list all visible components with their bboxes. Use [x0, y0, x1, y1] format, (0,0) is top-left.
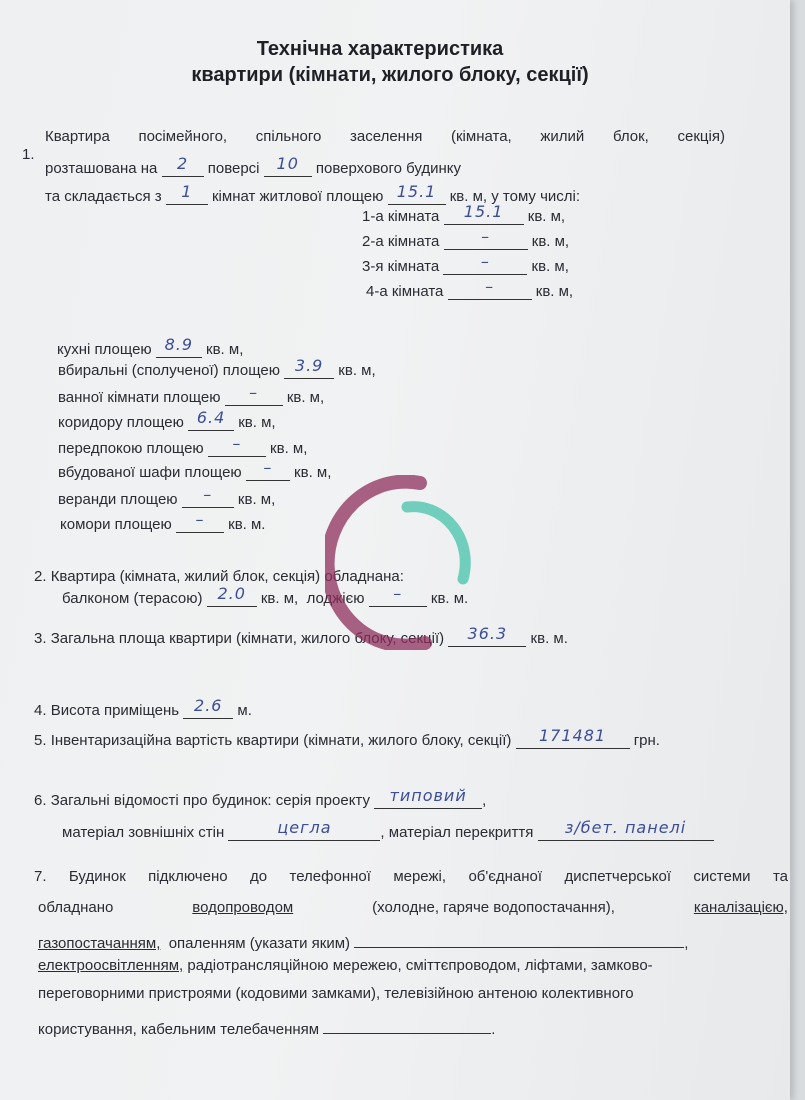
area-field — [284, 356, 334, 379]
area-value: 3.9 — [294, 356, 324, 375]
room-label: 2-а кімната — [362, 233, 440, 250]
section-3-number: 3. — [34, 630, 47, 647]
loggia-value: – — [393, 584, 403, 603]
section-7-line4 — [38, 957, 653, 974]
word: секція) — [677, 128, 725, 145]
area-label: передпокою площею — [58, 440, 204, 457]
section-4 — [34, 696, 252, 719]
word: телефонної — [289, 868, 371, 885]
unit: кв. м, — [238, 414, 276, 431]
area-label: коридору площею — [58, 414, 184, 431]
room-value: 15.1 — [463, 202, 504, 221]
room-field — [448, 277, 532, 300]
word: посімейного, — [138, 128, 228, 145]
area-label: комори площею — [60, 516, 172, 533]
room-row-1 — [362, 202, 566, 225]
area-field — [156, 335, 202, 358]
area-field — [176, 510, 224, 533]
word: підключено — [148, 868, 228, 885]
area-row-kitchen — [57, 335, 244, 358]
section-6-number: 6. — [34, 792, 47, 809]
label: матеріал зовнішніх стін — [62, 824, 225, 841]
area-field — [225, 383, 283, 406]
word: (кімната, — [451, 128, 512, 145]
word: Квартира — [45, 128, 110, 145]
area-label: вбудованої шафи площею — [58, 464, 242, 481]
radio-network: радіотрансляційною мережею, — [187, 957, 402, 974]
unit: кв. м, — [535, 283, 574, 300]
cable-tv-field — [323, 1015, 491, 1034]
word: об'єднаної — [468, 868, 543, 885]
section-1-number: 1. — [22, 146, 35, 163]
unit: кв. м. — [228, 516, 266, 533]
sewerage: каналізацією, — [693, 899, 788, 916]
section-6-line2 — [62, 818, 714, 841]
area-value: 8.9 — [164, 335, 194, 354]
unit: кв. м. — [530, 630, 568, 647]
unit: кв. м, — [531, 258, 569, 275]
area-label: веранди площею — [58, 491, 178, 508]
word: блок, — [612, 128, 649, 145]
floors-material-value: з/бет. панелі — [564, 818, 687, 837]
label: , матеріал перекриття — [380, 824, 534, 841]
area-row-veranda — [58, 485, 276, 508]
rooms-field — [166, 182, 208, 205]
unit: грн. — [633, 732, 660, 749]
area-row-toilet — [58, 356, 376, 379]
section-6-line1 — [34, 786, 487, 809]
room-value: – — [480, 252, 490, 271]
inventory-value: 171481 — [538, 726, 607, 745]
height-field — [183, 696, 233, 719]
label: кв. м, у тому числі: — [449, 188, 581, 205]
section-2-text: Квартира (кімната, жилий блок, секція) обладнана: — [50, 568, 404, 585]
word: мережі, — [393, 868, 447, 885]
section-7-line2 — [38, 899, 788, 916]
area-field — [208, 434, 266, 457]
balcony-field — [207, 584, 257, 607]
section-7-number: 7. — [34, 868, 47, 885]
word: обладнано — [38, 899, 114, 916]
living-area-field — [388, 182, 446, 205]
label: лоджією — [306, 590, 365, 607]
word: спільного — [255, 128, 322, 145]
height-value: 2.6 — [194, 696, 223, 715]
word: та — [772, 868, 788, 885]
walls-value: цегла — [277, 818, 332, 837]
area-field — [246, 458, 290, 481]
area-value: – — [249, 383, 259, 402]
label: кімнат житлової площею — [211, 188, 384, 205]
area-field — [182, 485, 234, 508]
label: Висота приміщень — [50, 702, 180, 719]
punct: , — [482, 792, 487, 809]
area-row-wardrobe — [58, 458, 332, 481]
unit: кв. м, — [206, 341, 244, 358]
cable-tv-text: користування, кабельним телебаченням — [38, 1021, 320, 1038]
label: балконом (терасою) — [62, 590, 203, 607]
unit: кв. м, — [527, 208, 566, 225]
area-label: кухні площею — [57, 341, 152, 358]
label: Загальна площа квартири (кімнати, жилого блоку, секції) — [50, 630, 445, 647]
unit: кв. м, — [270, 440, 308, 457]
unit: кв. м, — [237, 491, 276, 508]
area-value: – — [203, 485, 213, 504]
area-value: – — [232, 434, 242, 453]
room-value: – — [485, 277, 495, 296]
area-label: вбиральні (сполученої) площею — [58, 362, 280, 379]
room-field — [444, 202, 524, 225]
section-5 — [34, 726, 660, 749]
room-row-3 — [362, 252, 569, 275]
floors-material-field — [538, 818, 714, 841]
word: жилий — [540, 128, 585, 145]
section-2-number: 2. — [34, 568, 47, 585]
section-7-line5 — [38, 985, 634, 1002]
floors-total-value: 10 — [276, 154, 299, 173]
floor-value: 2 — [176, 154, 189, 173]
unit: м. — [237, 702, 252, 719]
unit: кв. м, — [338, 362, 376, 379]
area-row-hallway — [58, 434, 308, 457]
room-row-4 — [366, 277, 574, 300]
unit: кв. м, — [294, 464, 332, 481]
area-row-corridor — [58, 408, 276, 431]
floors-total-field — [264, 154, 312, 177]
inventory-value-field — [516, 726, 630, 749]
room-label: 4-а кімната — [366, 283, 444, 300]
unit: кв. м. — [430, 590, 469, 607]
balcony-value: 2.0 — [217, 584, 246, 603]
section-3 — [34, 624, 568, 647]
section-7-line3: газопостачанням, опаленням (указати яким) , — [38, 929, 688, 952]
room-field — [443, 252, 527, 275]
section-1-line2 — [45, 154, 462, 177]
section-4-number: 4. — [34, 702, 47, 719]
area-value: – — [195, 510, 205, 529]
lighting: електроосвітленням, — [38, 957, 184, 974]
room-value: – — [481, 227, 491, 246]
label: поверхового будинку — [315, 160, 462, 177]
room-row-2 — [362, 227, 570, 250]
unit: кв. м, — [260, 590, 299, 607]
heating-field — [354, 929, 684, 948]
intercom-text: переговорними пристроями (кодовими замками), телевізійною антеною колективного — [38, 985, 634, 1002]
area-row-storage — [60, 510, 266, 533]
section-7-line6 — [38, 1015, 495, 1038]
total-area-value: 36.3 — [467, 624, 508, 643]
punct: . — [491, 1021, 496, 1038]
room-label: 1-а кімната — [362, 208, 440, 225]
water-supply: водопроводом — [192, 899, 294, 916]
unit: кв. м, — [531, 233, 570, 250]
gas-supply: газопостачанням, — [38, 935, 161, 952]
series-field — [374, 786, 482, 809]
heating: опаленням (указати яким) — [168, 935, 351, 952]
series-value: типовий — [389, 786, 467, 805]
label: та складається з — [45, 188, 162, 205]
word: Будинок — [68, 868, 126, 885]
document-title-line2: квартири (кімнати, жилого блоку, секції) — [191, 64, 589, 86]
walls-field — [228, 818, 380, 841]
label: розташована на — [45, 160, 158, 177]
unit: кв. м, — [286, 389, 325, 406]
area-field — [188, 408, 234, 431]
word: заселення — [350, 128, 423, 145]
label: Інвентаризаційна вартість квартири (кімнати, жилого блоку, секції) — [50, 732, 512, 749]
document-title-line1: Технічна характеристика — [256, 38, 504, 60]
area-value: 6.4 — [196, 408, 226, 427]
area-label: ванної кімнати площею — [58, 389, 221, 406]
room-field — [444, 227, 528, 250]
floor-field — [162, 154, 204, 177]
word: сміттєпроводом, ліфтами, замково- — [405, 957, 653, 974]
living-area-value: 15.1 — [396, 182, 437, 201]
label: поверсі — [207, 160, 260, 177]
word: диспетчерської — [564, 868, 671, 885]
word: (холодне, гаряче водопостачання), — [372, 899, 615, 916]
section-7-line1 — [34, 868, 788, 885]
area-row-bathroom — [58, 383, 325, 406]
watermark-logo-icon — [325, 475, 485, 650]
section-5-number: 5. — [34, 732, 47, 749]
section-1-line1 — [45, 128, 725, 145]
rooms-value: 1 — [181, 182, 193, 201]
word: до — [249, 868, 268, 885]
room-label: 3-я кімната — [362, 258, 440, 275]
area-value: – — [263, 458, 273, 477]
word: системи — [693, 868, 751, 885]
label: Загальні відомості про будинок: серія проекту — [50, 792, 370, 809]
